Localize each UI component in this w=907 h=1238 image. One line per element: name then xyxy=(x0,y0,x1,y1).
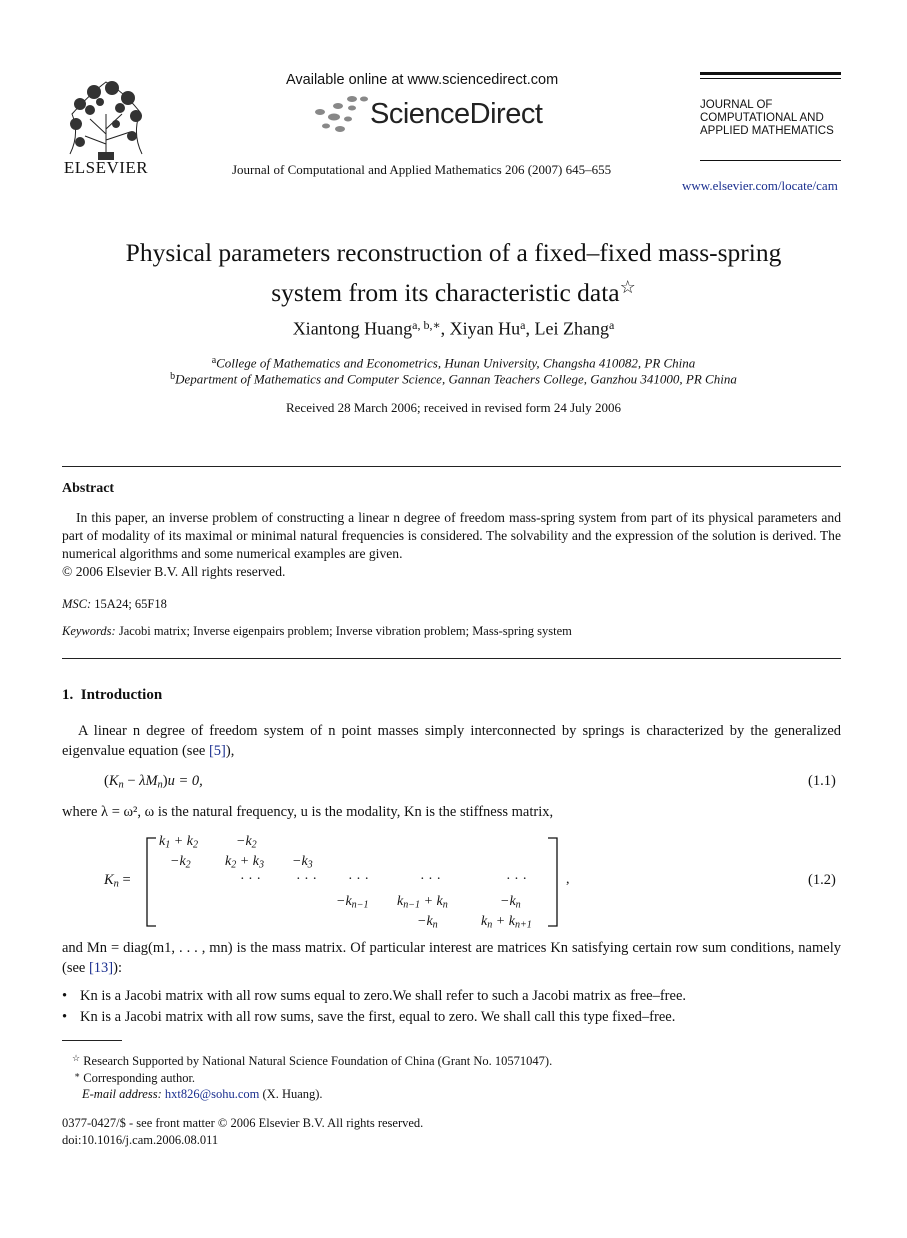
msc-line xyxy=(62,597,167,612)
journal-url-link[interactable]: www.elsevier.com/locate/cam xyxy=(682,178,838,193)
equation-label-1-1: (1.1) xyxy=(808,773,836,789)
received-dates: Received 28 March 2006; received in revised form 24 July 2006 xyxy=(285,400,622,415)
matrix-cell: $-k_{n-1}$ xyxy=(336,894,369,911)
elsevier-logo xyxy=(60,74,152,177)
abstract-text: In this paper, an inverse problem of constructing a linear n degree of freedom mass-spring system from part of its physical parameters and part of modality of its maximal or minimal natural frequencies is considered. The solvability and the expression of the solution is derived. The numerical algorithms and some numerical examples are given. xyxy=(62,510,841,561)
keywords-list: Jacobi matrix; Inverse eigenpairs problem; Inverse vibration problem; Mass-spring system xyxy=(118,624,572,638)
matrix-cell: $-k_n$ xyxy=(417,914,438,931)
matrix-cell: $k_2 + k_3$ xyxy=(225,854,264,871)
journal-name-line: JOURNAL OF xyxy=(700,99,773,111)
title-footnote-star-icon[interactable]: ☆ xyxy=(619,277,636,297)
matrix-cell: · · · xyxy=(240,872,261,887)
journal-masthead xyxy=(700,72,841,161)
author-name: Lei Zhang xyxy=(534,318,609,339)
author-affil-sup[interactable]: a xyxy=(520,318,526,332)
authors: Xiantong Huang$^{a, b,∗}$, Xiyan Hu$^a$, Lei Zhang$^a$ xyxy=(292,318,615,339)
email-label: E-mail address: xyxy=(82,1087,162,1101)
elsevier-wordmark: ELSEVIER xyxy=(63,158,149,177)
intro-paragraph-1: A linear n degree of freedom system of n point masses simply interconnected by springs is characterized by the generalized eigenvalue equation (see [5]), xyxy=(62,723,841,759)
list-item: • Kn is a Jacobi matrix with all row sums, save the first, equal to zero. We shall call this type fixed–free. xyxy=(62,1009,676,1025)
available-online: Available online at www.sciencedirect.com xyxy=(286,72,559,88)
footnote-rule xyxy=(62,1040,122,1041)
equation-1-1: $(K_n - \lambda M_n)u = 0$, xyxy=(104,773,203,791)
elsevier-tree-icon xyxy=(60,74,152,162)
divider xyxy=(62,466,841,467)
author-affil-sup[interactable]: a xyxy=(608,318,615,332)
matrix-cell: $-k_3$ xyxy=(292,854,313,871)
email-link[interactable]: hxt826@sohu.com xyxy=(164,1087,260,1101)
journal-citation: Journal of Computational and Applied Mathematics 206 (2007) 645–655 xyxy=(232,162,612,177)
title-line-2: system from its characteristic data xyxy=(271,278,620,308)
doi-line: doi:10.1016/j.cam.2006.08.011 xyxy=(62,1133,219,1147)
matrix-brackets xyxy=(144,832,604,932)
equation-1-2 xyxy=(0,832,907,932)
keywords-label: Keywords: xyxy=(62,624,116,638)
section-heading-introduction: 1. Introduction xyxy=(62,687,163,703)
footnote-corresponding: ∗ Corresponding author. xyxy=(74,1070,196,1086)
msc-label: MSC: xyxy=(62,597,92,611)
intro-paragraph-2: and Mn = diag(m1, . . . , mn) is the mass matrix. Of particular interest are matrices Kn satisfying certain row sum conditions, namely (see [13]): xyxy=(62,940,841,976)
matrix-cell: · · · xyxy=(506,872,527,887)
issn-line: 0377-0427/$ - see front matter © 2006 Elsevier B.V. All rights reserved. xyxy=(62,1116,424,1130)
matrix-cell: · · · xyxy=(296,872,317,887)
reference-link-13[interactable]: [13] xyxy=(88,960,114,976)
abstract-body xyxy=(62,509,841,563)
affiliation-a: $^a$College of Mathematics and Econometrics, Hunan University, Changsha 410082, PR China xyxy=(211,355,696,371)
sciencedirect-logo xyxy=(312,94,552,136)
bullet-icon: • xyxy=(62,1009,68,1025)
bullet-icon: • xyxy=(62,988,68,1004)
matrix-cell: $-k_2$ xyxy=(170,854,191,871)
msc-codes: 15A24; 65F18 xyxy=(94,597,167,611)
journal-name-line: APPLIED MATHEMATICS xyxy=(700,125,834,137)
journal-name-line: COMPUTATIONAL AND xyxy=(700,112,824,124)
matrix-cell: $k_1 + k_2$ xyxy=(159,834,198,851)
divider xyxy=(62,658,841,659)
matrix-cell: $k_n + k_{n+1}$ xyxy=(481,914,532,931)
author-affil-sup[interactable]: a, b,∗ xyxy=(412,318,441,332)
corresponding-mark: ∗ xyxy=(74,1070,81,1080)
where-line: where λ = ω², ω is the natural frequency, u is the modality, Kn is the stiffness matrix, xyxy=(62,804,554,820)
matrix-cell: · · · xyxy=(420,872,441,887)
abstract-heading: Abstract xyxy=(62,481,115,496)
sciencedirect-dots-icon xyxy=(312,94,370,134)
footnote-star-icon: ☆ xyxy=(72,1053,81,1063)
abstract-copyright: © 2006 Elsevier B.V. All rights reserved. xyxy=(62,564,286,579)
list-item: • Kn is a Jacobi matrix with all row sums equal to zero.We shall refer to such a Jacobi matrix as free–free. xyxy=(62,988,687,1004)
affiliation-b: $^b$Department of Mathematics and Computer Science, Gannan Teachers College, Ganzhou 341000, PR China xyxy=(170,371,737,387)
title-line-1: Physical parameters reconstruction of a fixed–fixed mass-spring xyxy=(125,238,782,267)
sciencedirect-wordmark: ScienceDirect xyxy=(370,98,543,130)
matrix-cell: · · · xyxy=(348,872,369,887)
matrix-lhs: $K_n$ = xyxy=(104,872,131,890)
matrix-cell: $-k_2$ xyxy=(236,834,257,851)
matrix-cell: $k_{n-1} + k_n$ xyxy=(397,894,448,911)
author-name: Xiyan Hu xyxy=(449,318,521,339)
footnote-funding: ☆ Research Supported by National Natural Science Foundation of China (Grant No. 10571047). xyxy=(72,1053,553,1069)
author-name: Xiantong Huang xyxy=(292,318,413,339)
equation-label-1-2: (1.2) xyxy=(808,872,836,888)
keywords-line xyxy=(62,624,572,639)
footnote-email: E-mail address: hxt826@sohu.com (X. Huang). xyxy=(82,1087,323,1101)
article-title xyxy=(40,236,867,310)
matrix-cell: $-k_n$ xyxy=(500,894,521,911)
matrix-comma: , xyxy=(566,872,570,887)
reference-link-5[interactable]: [5] xyxy=(208,743,226,759)
